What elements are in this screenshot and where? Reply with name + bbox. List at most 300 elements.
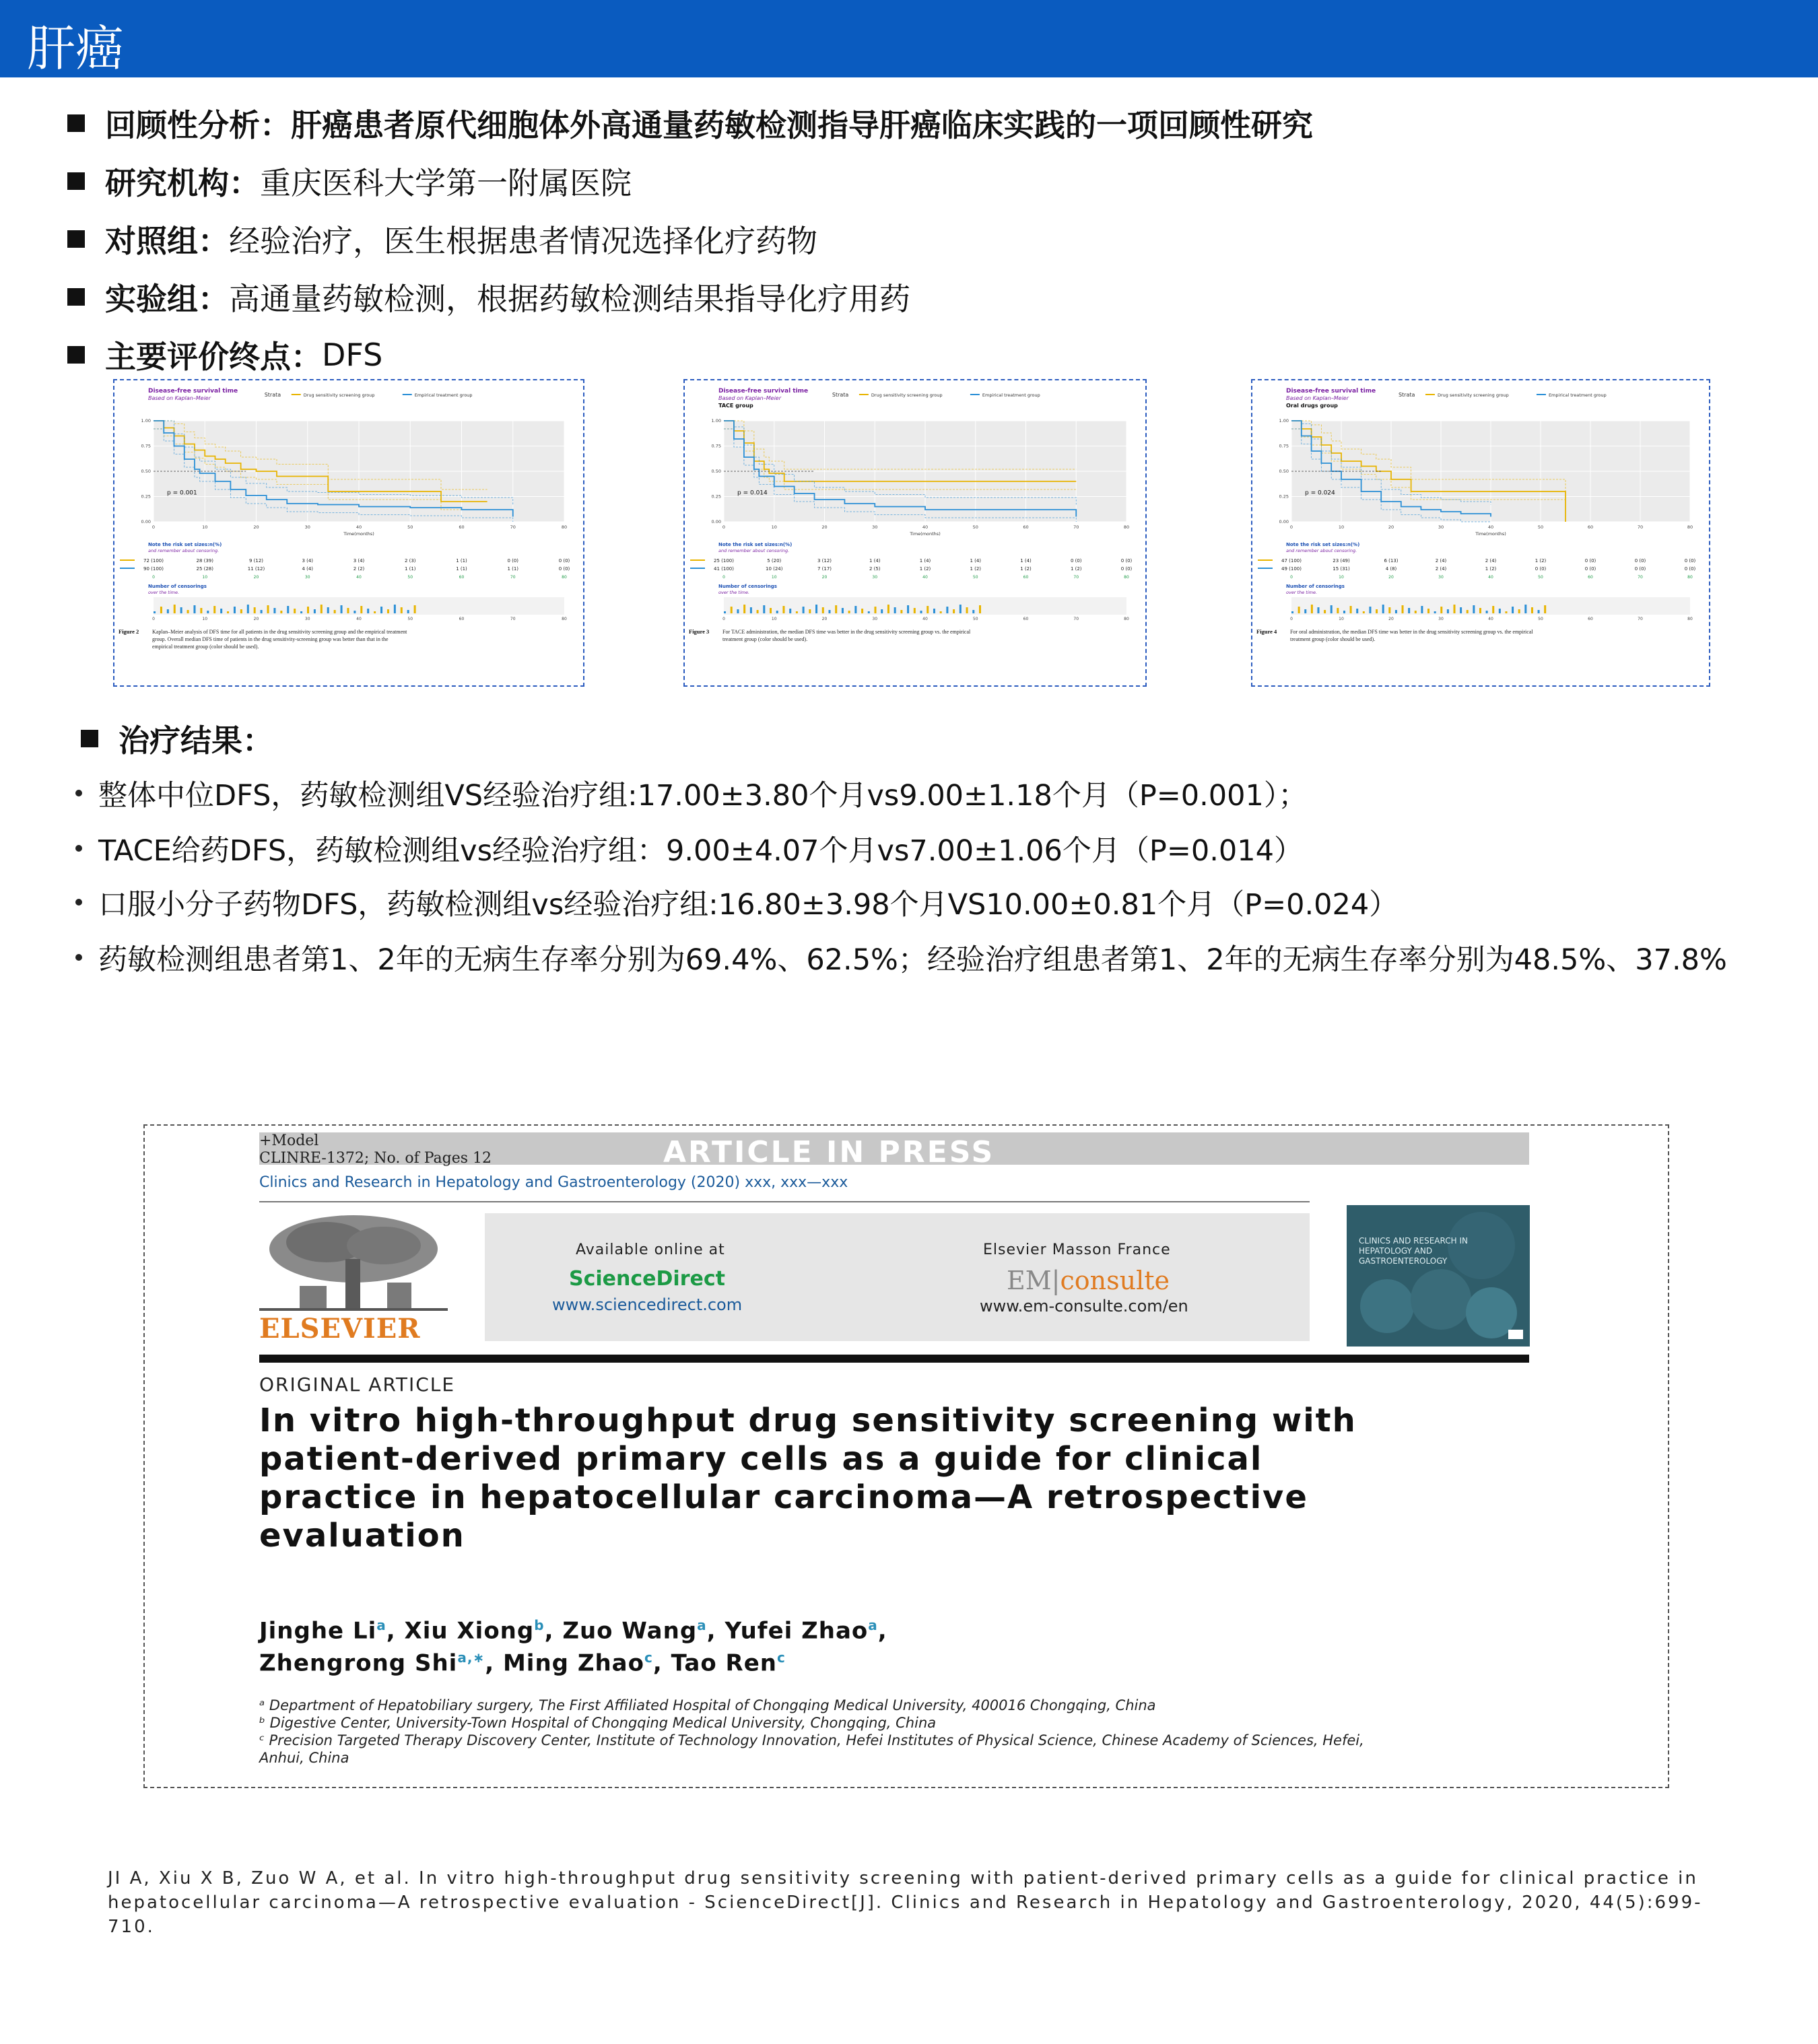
- censor-bar: [287, 606, 289, 613]
- risk-table-cell: 0 (0): [507, 558, 519, 564]
- censor-x-tick: 60: [1588, 617, 1593, 621]
- article-id-line: CLINRE-1372; No. of Pages 12: [259, 1150, 492, 1167]
- risk-table-cell: 11 (12): [247, 566, 265, 572]
- risk-table-cell: 1 (2): [919, 566, 931, 572]
- risk-table-cell: 2 (2): [353, 566, 365, 572]
- p-value-label: p = 0.024: [1305, 489, 1335, 497]
- censor-x-tick: 20: [1388, 617, 1394, 621]
- square-bullet-icon: [81, 730, 98, 747]
- censor-bar: [240, 609, 242, 613]
- figure-caption-label: Figure 2: [119, 628, 139, 635]
- censor-bar: [803, 607, 805, 613]
- chart-title: Disease-free survival time: [718, 388, 809, 395]
- legend-entry: Drug sensitivity screening group: [871, 393, 943, 398]
- elsevier-logo: [259, 1212, 448, 1347]
- censor-bar: [207, 611, 209, 613]
- risk-table-cell: 0 (0): [1584, 566, 1596, 572]
- risk-table-cell: 3 (12): [817, 558, 832, 564]
- x-tick-label: 30: [1438, 524, 1444, 530]
- censor-bar: [1291, 611, 1293, 613]
- censor-bar: [401, 607, 403, 613]
- censor-bar: [261, 610, 263, 613]
- y-tick-label: 0.50: [141, 469, 151, 474]
- censor-x-tick: 50: [972, 617, 978, 621]
- censor-bar: [1337, 608, 1339, 613]
- em-logo-part: EM: [1007, 1266, 1052, 1295]
- risk-table-subtitle: and remember about censoring.: [1286, 548, 1357, 553]
- sciencedirect-link[interactable]: www.sciencedirect.com: [552, 1295, 743, 1314]
- em-publisher-label: Elsevier Masson France: [983, 1241, 1171, 1258]
- press-banner-text: ARTICLE IN PRESS: [663, 1135, 995, 1169]
- availability-banner: [485, 1213, 1310, 1341]
- bullet-key: 对照组：: [105, 223, 229, 259]
- risk-x-tick: 50: [1538, 575, 1543, 580]
- censor-bar: [180, 607, 182, 613]
- censor-bar: [972, 610, 974, 613]
- risk-table-cell: 3 (4): [353, 558, 365, 564]
- censor-bar: [776, 611, 778, 613]
- censor-bar: [380, 607, 382, 613]
- legend-entry: Empirical treatment group: [414, 393, 473, 398]
- affiliation-a: ᵃ Department of Hepatobiliary surgery, The First Affiliated Hospital of Chongqing Medical University, 400016 Chongqing, China: [259, 1697, 1156, 1713]
- figure-caption-text: For TACE administration, the median DFS time was better in the drug sensitivity screening group vs. the empirical: [722, 629, 971, 635]
- risk-table-cell: 1 (4): [869, 558, 881, 564]
- censor-bar: [321, 605, 323, 613]
- y-tick-label: 1.00: [711, 418, 721, 423]
- censor-bar: [868, 611, 870, 613]
- censor-bar: [1369, 607, 1371, 613]
- y-tick-label: 0.50: [1279, 469, 1289, 474]
- risk-table-cell: 2 (4): [1435, 566, 1447, 572]
- affiliation-c: ᶜ Precision Targeted Therapy Discovery Center, Institute of Technology Innovation, Hefei Institutes of Physical Science, Chinese Academy of Sciences, Hefei, Anhui, China: [259, 1732, 1364, 1766]
- square-bullet-icon: [67, 172, 85, 190]
- censor-bar: [174, 605, 176, 613]
- censor-x-tick: 60: [459, 617, 465, 621]
- risk-table-cell: 41 (100): [714, 566, 734, 572]
- censor-bar: [815, 605, 817, 613]
- censor-bar: [789, 609, 791, 613]
- author-affiliation-mark: a: [376, 1617, 386, 1633]
- risk-table-cell: 1 (1): [404, 566, 416, 572]
- censor-x-tick: 70: [1638, 617, 1643, 621]
- bullet-key: 实验组：: [105, 281, 229, 317]
- censor-bar: [1356, 609, 1358, 613]
- author-affiliation-mark: b: [534, 1617, 545, 1633]
- result-text: TACE给药DFS，药敏检测组vs经验治疗组：9.00±4.07个月vs7.00±1.06个月（P=0.014）: [98, 833, 1303, 868]
- censor-x-tick: 10: [202, 617, 208, 621]
- risk-x-tick: 60: [1588, 575, 1593, 580]
- dot-bullet-icon: [75, 790, 82, 796]
- author-separator: ,: [544, 1617, 563, 1645]
- x-tick-label: 0: [152, 524, 156, 530]
- censor-bar: [1331, 605, 1333, 613]
- risk-table-cell: 4 (4): [302, 566, 314, 572]
- censor-bar: [1524, 605, 1526, 613]
- risk-x-tick: 10: [202, 575, 208, 580]
- censor-bar: [782, 606, 784, 613]
- author-name: Zhengrong Shi: [259, 1649, 458, 1677]
- censor-x-tick: 80: [1124, 617, 1129, 621]
- y-tick-label: 0.25: [141, 493, 151, 500]
- article-title: In vitro high-throughput drug sensitivity screening with patient-derived primary cells as a guide for clinical practice in hepatocellular carcinoma—A retrospective evaluation: [259, 1402, 1357, 1555]
- risk-table-cell: 2 (4): [1435, 558, 1447, 564]
- risk-table-cell: 1 (1): [456, 558, 467, 564]
- censor-bar: [1395, 610, 1397, 613]
- result-item: [75, 936, 1727, 979]
- article-header-screenshot: [143, 1124, 1669, 1788]
- x-tick-label: 10: [1338, 524, 1345, 530]
- square-bullet-icon: [67, 230, 85, 248]
- x-tick-label: 50: [1537, 524, 1544, 530]
- censor-subtitle: over the time.: [148, 590, 180, 595]
- censor-bar: [881, 609, 883, 613]
- censor-bar: [1505, 611, 1507, 613]
- chart-title: Disease-free survival time: [1286, 388, 1376, 395]
- legend-entry: Drug sensitivity screening group: [1437, 393, 1509, 398]
- risk-x-tick: 50: [407, 575, 413, 580]
- censor-bar: [1363, 611, 1365, 613]
- risk-table-cell: 28 (39): [196, 558, 214, 564]
- censor-bar: [1350, 606, 1352, 613]
- risk-table-cell: 1 (1): [456, 566, 467, 572]
- tree-engraving-icon: [259, 1212, 448, 1313]
- risk-table-cell: 0 (0): [1535, 566, 1547, 572]
- censor-bar: [267, 605, 269, 613]
- censor-title: Number of censorings: [148, 584, 207, 589]
- censor-bar: [1388, 607, 1390, 613]
- dot-bullet-icon: [75, 899, 82, 906]
- figure-caption-label: Figure 4: [1256, 628, 1277, 635]
- km-plot-svg: [1252, 380, 1709, 685]
- risk-table-cell: 0 (0): [558, 566, 570, 572]
- bullet-value: 重庆医科大学第一附属医院: [260, 165, 632, 201]
- risk-table-cell: 2 (3): [404, 558, 416, 564]
- censor-x-tick: 80: [1687, 617, 1693, 621]
- risk-x-tick: 60: [1023, 575, 1029, 580]
- censor-bar: [900, 610, 902, 613]
- risk-table-cell: 9 (12): [248, 558, 264, 564]
- risk-x-tick: 80: [1124, 575, 1129, 580]
- censor-bar: [347, 608, 349, 613]
- risk-x-tick: 40: [356, 575, 362, 580]
- censor-bar: [770, 608, 772, 613]
- risk-x-tick: 80: [562, 575, 567, 580]
- risk-table-cell: 1 (4): [919, 558, 931, 564]
- censor-bar: [1447, 609, 1449, 613]
- risk-table-cell: 1 (4): [970, 558, 982, 564]
- x-tick-label: 10: [202, 524, 208, 530]
- censor-bar: [894, 607, 896, 613]
- chart-subtitle: Based on Kaplan–Meier: [718, 395, 782, 401]
- risk-table-cell: 10 (24): [765, 566, 783, 572]
- author-separator: ,: [652, 1649, 671, 1677]
- result-text: 药敏检测组患者第1、2年的无病生存率分别为69.4%、62.5%；经验治疗组患者第1、2年的无病生存率分别为48.5%、37.8%: [98, 943, 1727, 977]
- censor-bar: [861, 609, 863, 613]
- risk-x-tick: 20: [821, 575, 828, 580]
- legend-strata-label: Strata: [1398, 392, 1415, 398]
- km-plot-svg: [114, 380, 583, 685]
- censor-bar: [414, 605, 416, 613]
- censor-x-tick: 10: [771, 617, 777, 621]
- censor-bar: [247, 605, 249, 613]
- risk-x-tick: 80: [1687, 575, 1693, 580]
- risk-table-cell: 1 (4): [1020, 558, 1032, 564]
- risk-table-cell: 1 (2): [1485, 566, 1497, 572]
- censor-bar: [1408, 608, 1410, 613]
- censor-bar: [327, 607, 329, 613]
- risk-x-tick: 50: [972, 575, 978, 580]
- risk-table-cell: 2 (4): [1485, 558, 1497, 564]
- risk-table-cell: 47 (100): [1281, 558, 1302, 564]
- risk-table-title: Note the risk set sizes:n(%): [718, 542, 793, 547]
- x-tick-label: 50: [972, 524, 978, 530]
- censor-x-tick: 20: [821, 617, 828, 621]
- risk-table-cell: 1 (2): [1535, 558, 1547, 564]
- x-tick-label: 70: [1073, 524, 1079, 530]
- censor-bar: [887, 605, 889, 613]
- censor-x-tick: 0: [722, 617, 725, 621]
- censor-x-tick: 40: [922, 617, 928, 621]
- censor-bar: [360, 606, 362, 613]
- censor-bar: [227, 611, 229, 613]
- censor-bar: [200, 608, 202, 613]
- dot-bullet-icon: [75, 845, 82, 852]
- censor-bar: [374, 611, 376, 613]
- censor-bar: [809, 609, 811, 613]
- risk-table-cell: 90 (100): [143, 566, 164, 572]
- risk-table-cell: 25 (28): [196, 566, 214, 572]
- risk-x-tick: 0: [722, 575, 725, 580]
- x-axis-label: Time(months): [343, 531, 374, 537]
- author-separator: ,: [485, 1649, 503, 1677]
- censor-bar: [1473, 605, 1475, 613]
- bullet-experimental-group: [67, 273, 910, 320]
- chart-subtitle: Based on Kaplan–Meier: [1286, 395, 1349, 401]
- elsevier-wordmark: ELSEVIER: [259, 1313, 421, 1344]
- author-affiliation-mark: a,∗: [457, 1649, 485, 1666]
- square-bullet-icon: [67, 114, 85, 132]
- risk-table-cell: 25 (100): [714, 558, 734, 564]
- censor-bar: [1434, 611, 1436, 613]
- censor-bar: [160, 607, 162, 613]
- risk-table-cell: 0 (0): [1120, 566, 1133, 572]
- page-title: 肝癌: [27, 20, 125, 77]
- author-name: Xiu Xiong: [404, 1617, 535, 1645]
- result-item: [75, 827, 1303, 870]
- square-bullet-icon: [67, 288, 85, 306]
- article-type: ORIGINAL ARTICLE: [259, 1373, 456, 1396]
- censor-bar: [1402, 605, 1404, 613]
- censor-bar: [1317, 607, 1319, 613]
- x-tick-label: 80: [1687, 524, 1693, 530]
- risk-x-tick: 30: [304, 575, 310, 580]
- bullet-value: 肝癌患者原代细胞体外高通量药敏检测指导肝癌临床实践的一项回顾性研究: [291, 107, 1313, 143]
- km-figure-overall: [113, 379, 584, 687]
- risk-x-tick: 10: [1339, 575, 1344, 580]
- censor-bar: [1454, 605, 1456, 613]
- censor-bar: [220, 609, 222, 613]
- risk-x-tick: 70: [1638, 575, 1643, 580]
- risk-table-subtitle: and remember about censoring.: [718, 548, 790, 553]
- x-tick-label: 70: [510, 524, 516, 530]
- author-separator: ,: [386, 1617, 405, 1645]
- risk-table-cell: 0 (0): [1684, 558, 1696, 564]
- censor-x-tick: 40: [1488, 617, 1493, 621]
- risk-x-tick: 0: [152, 575, 155, 580]
- figure-caption-text: Kaplan–Meier analysis of DFS time for all patients in the drug sensitivity screening group and the empirical treatment: [152, 629, 407, 635]
- legend-strata-label: Strata: [264, 392, 281, 398]
- x-tick-label: 0: [1289, 524, 1293, 530]
- censor-bar: [254, 607, 256, 613]
- author-separator: ,: [706, 1617, 725, 1645]
- censor-bar: [907, 605, 909, 613]
- km-plot-svg: [685, 380, 1145, 685]
- censor-bar: [933, 609, 935, 613]
- bullet-institution: [67, 158, 632, 205]
- risk-table-cell: 0 (0): [1120, 558, 1133, 564]
- em-consulte-link[interactable]: www.em-consulte.com/en: [980, 1297, 1188, 1316]
- x-tick-label: 60: [1023, 524, 1029, 530]
- risk-table-cell: 1 (2): [1070, 566, 1082, 572]
- figure-caption-text: group. Overall median DFS time of patients in the drug sensitivity-screening group was better than that in the: [152, 636, 389, 642]
- censor-title: Number of censorings: [718, 584, 777, 589]
- censor-bar: [1486, 611, 1488, 613]
- risk-table-cell: 0 (0): [1634, 566, 1646, 572]
- bullet-value: DFS: [322, 337, 383, 373]
- censor-bar: [1492, 606, 1494, 613]
- censor-bar: [367, 609, 369, 613]
- reference-citation: JI A, Xiu X B, Zuo W A, et al. In vitro high-throughput drug sensitivity screening with patient-derived primary cells as a guide for clinical practice in hepatocellular carcinoma—A retrospective evaluation - ScienceDirect[J]. Clinics and Research in Hepatology and Gastroenterology, 2020, 44(5):699-710.: [108, 1868, 1703, 1937]
- x-tick-label: 50: [407, 524, 413, 530]
- censor-subtitle: over the time.: [1286, 590, 1318, 595]
- figure-caption-text: For oral administration, the median DFS time was better in the drug sensitivity screening group vs. the empirical: [1290, 629, 1533, 635]
- censor-bar: [167, 609, 169, 613]
- censor-bar: [979, 605, 981, 613]
- censor-bar: [731, 607, 733, 613]
- risk-x-tick: 40: [922, 575, 928, 580]
- censor-bar: [940, 611, 942, 613]
- censor-x-tick: 0: [152, 617, 155, 621]
- cover-title: CLINICS AND RESEARCH IN HEPATOLOGY AND GASTROENTEROLOGY: [1359, 1236, 1468, 1266]
- author-affiliation-mark: c: [777, 1649, 786, 1666]
- censor-bar: [307, 607, 309, 613]
- censor-x-tick: 70: [510, 617, 516, 621]
- author-name: Tao Ren: [671, 1649, 778, 1677]
- author-name: Zuo Wang: [562, 1617, 698, 1645]
- author-affiliation-mark: a: [697, 1617, 707, 1633]
- sciencedirect-logo: ScienceDirect: [569, 1267, 725, 1291]
- km-figure-oral: [1251, 379, 1710, 687]
- bullet-analysis: [67, 100, 1313, 147]
- censor-x-tick: 10: [1339, 617, 1344, 621]
- risk-x-tick: 10: [771, 575, 777, 580]
- chart-group-label: Oral drugs group: [1286, 403, 1338, 409]
- censor-bar: [1324, 610, 1326, 613]
- square-bullet-icon: [67, 346, 85, 364]
- censor-bar: [1421, 606, 1423, 613]
- censor-bar: [1427, 609, 1429, 613]
- x-tick-label: 40: [1487, 524, 1494, 530]
- censor-bar: [334, 610, 336, 613]
- bullet-key: 主要评价终点：: [105, 339, 322, 375]
- censor-bar: [341, 605, 343, 613]
- y-tick-label: 0.75: [141, 443, 151, 449]
- censor-bar: [1512, 607, 1514, 613]
- result-item: [75, 772, 1307, 815]
- risk-table-cell: 49 (100): [1281, 566, 1302, 572]
- article-affiliations: [259, 1697, 1404, 1767]
- censor-bar: [737, 609, 739, 613]
- result-text: 口服小分子药物DFS，药敏检测组vs经验治疗组:16.80±3.98个月VS10.00±0.81个月（P=0.024）: [98, 887, 1399, 922]
- censor-bar: [1479, 608, 1481, 613]
- bullet-value: 高通量药敏检测，根据药敏检测结果指导化疗用药: [229, 281, 910, 317]
- censor-bar: [835, 605, 837, 613]
- censor-bar: [914, 608, 916, 613]
- p-value-label: p = 0.001: [167, 489, 197, 497]
- censor-bar: [953, 609, 955, 613]
- censor-x-tick: 30: [304, 617, 310, 621]
- y-tick-label: 0.00: [141, 519, 151, 524]
- y-tick-label: 0.25: [1279, 493, 1289, 500]
- censor-bar: [1382, 605, 1384, 613]
- x-tick-label: 30: [872, 524, 878, 530]
- censor-title: Number of censorings: [1286, 584, 1345, 589]
- censor-x-tick: 60: [1023, 617, 1029, 621]
- x-tick-label: 20: [253, 524, 259, 530]
- censor-bar: [966, 607, 968, 613]
- risk-table-cell: 3 (4): [302, 558, 314, 564]
- censor-bar: [1415, 611, 1417, 613]
- censor-x-tick: 80: [562, 617, 567, 621]
- censor-bar: [842, 608, 844, 613]
- censor-bar: [1304, 609, 1306, 613]
- journal-cover-image: [1347, 1205, 1530, 1347]
- x-tick-label: 60: [1587, 524, 1594, 530]
- y-tick-label: 1.00: [141, 418, 151, 423]
- risk-table-cell: 23 (49): [1333, 558, 1350, 564]
- risk-x-tick: 40: [1488, 575, 1493, 580]
- censor-bar: [920, 611, 922, 613]
- x-tick-label: 0: [722, 524, 726, 530]
- legend-entry: Empirical treatment group: [982, 393, 1040, 398]
- censor-bar: [314, 609, 316, 613]
- censor-x-tick: 50: [407, 617, 413, 621]
- dot-bullet-icon: [75, 954, 82, 961]
- author-separator: ,: [877, 1617, 887, 1645]
- results-heading: [81, 715, 273, 762]
- censor-bar: [273, 608, 275, 613]
- censor-bar: [757, 610, 759, 613]
- author-affiliation-mark: a: [868, 1617, 878, 1633]
- figure-caption-text: empirical treatment group (color should be used).: [152, 644, 259, 650]
- censor-bar: [724, 611, 726, 613]
- censor-x-tick: 30: [1438, 617, 1444, 621]
- journal-citation: Clinics and Research in Hepatology and Gastroenterology (2020) xxx, xxx—xxx: [259, 1174, 848, 1191]
- chart-title: Disease-free survival time: [148, 388, 238, 395]
- censor-x-tick: 40: [356, 617, 362, 621]
- y-tick-label: 1.00: [1279, 418, 1289, 423]
- censor-bar: [1460, 607, 1462, 613]
- author-name: Ming Zhao: [502, 1649, 644, 1677]
- censor-bar: [300, 611, 302, 613]
- risk-table-cell: 0 (0): [558, 558, 570, 564]
- censor-bar: [280, 611, 282, 613]
- censor-bar: [875, 607, 877, 613]
- risk-table-cell: 5 (20): [767, 558, 782, 564]
- censor-bar: [946, 607, 948, 613]
- x-tick-label: 70: [1637, 524, 1644, 530]
- censor-bar: [828, 610, 830, 613]
